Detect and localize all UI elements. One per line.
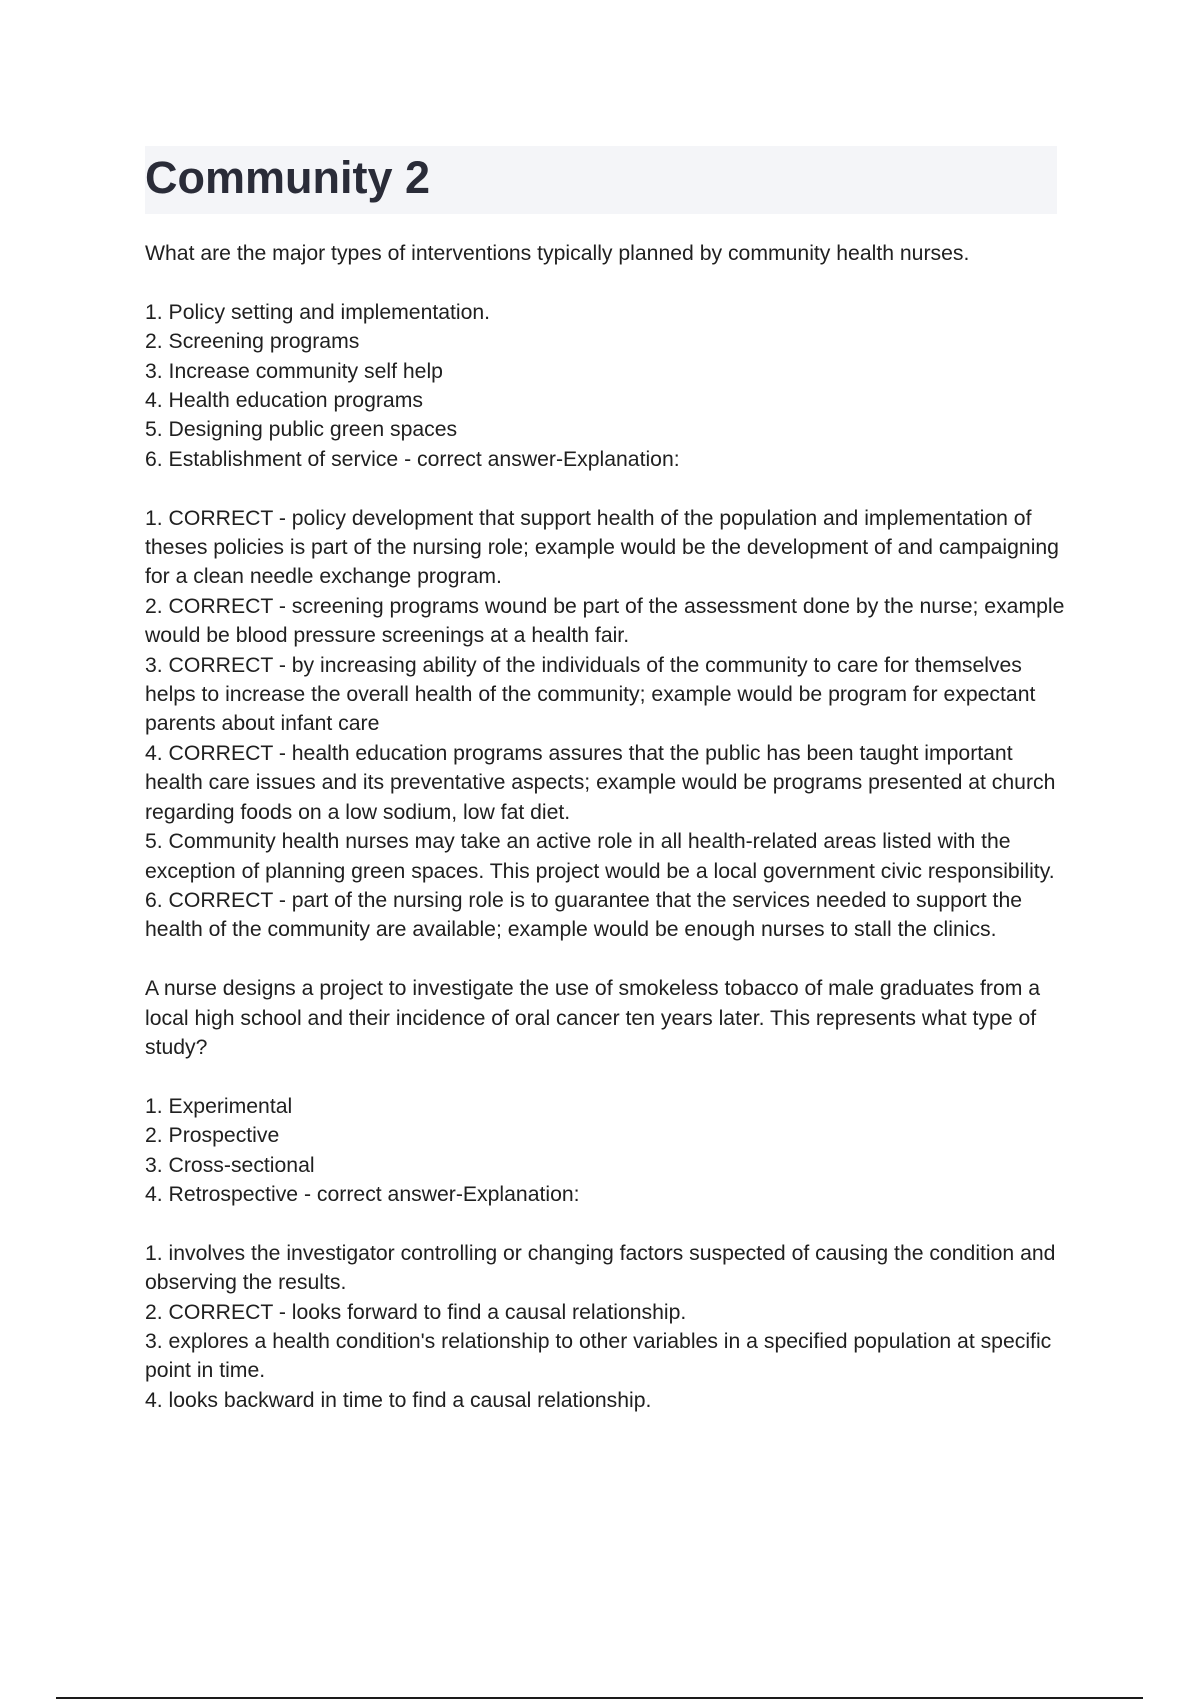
q2-option-3: 3. Cross-sectional	[145, 1153, 315, 1177]
question-2-text: A nurse designs a project to investigate the use of smokeless tobacco of male graduates from a local high school and their incidence of oral cancer ten years later. This represents what type of study?	[145, 977, 1041, 1059]
title-banner	[145, 146, 1057, 214]
q2-option-2: 2. Prospective	[145, 1124, 280, 1148]
q1-option-1: 1. Policy setting and implementation.	[145, 300, 491, 324]
q1-option-6: 6. Establishment of service - correct answer-Explanation:	[145, 447, 680, 471]
q1-option-2: 2. Screening programs	[145, 330, 360, 354]
q1-explanation-1: 1. CORRECT - policy development that support health of the population and implementation of theses policies is part of the nursing role; example would be the development of and campaigning for a clean needle exchange program.	[145, 506, 1059, 589]
q1-option-4: 4. Health education programs	[145, 389, 423, 413]
q1-option-3: 3. Increase community self help	[145, 359, 443, 383]
footer-divider	[56, 1697, 1143, 1699]
q2-explanation-1: 1. involves the investigator controlling or changing factors suspected of causing the condition and observing the results.	[145, 1241, 1056, 1295]
page-title: Community 2	[145, 152, 431, 203]
q1-explanation-4: 4. CORRECT - health education programs assures that the public has been taught important health care issues and its preventative aspects; example would be programs presented at church regarding foods on a low sodium, low fat diet.	[145, 741, 1056, 824]
q1-explanation-6: 6. CORRECT - part of the nursing role is to guarantee that the services needed to support the health of the community are available; example would be enough nurses to stall the clinics.	[145, 888, 1023, 942]
q2-explanation-4: 4. looks backward in time to find a causal relationship.	[145, 1388, 652, 1412]
q2-option-1: 1. Experimental	[145, 1094, 293, 1118]
q1-explanation-2: 2. CORRECT - screening programs wound be part of the assessment done by the nurse; example would be blood pressure screenings at a health fair.	[145, 594, 1065, 648]
q1-explanation-5: 5. Community health nurses may take an active role in all health-related areas listed with the exception of planning green spaces. This project would be a local government civic responsibility.	[145, 830, 1055, 883]
q1-option-5: 5. Designing public green spaces	[145, 418, 458, 442]
q2-option-4: 4. Retrospective - correct answer-Explanation:	[145, 1182, 580, 1206]
q2-explanation-3: 3. explores a health condition's relationship to other variables in a specified population at specific point in time.	[145, 1329, 1052, 1383]
q2-explanation-2: 2. CORRECT - looks forward to find a causal relationship.	[145, 1300, 687, 1324]
document-body	[145, 239, 1065, 1415]
question-1-text: What are the major types of interventions typically planned by community health nurses.	[145, 242, 970, 265]
q1-explanation-3: 3. CORRECT - by increasing ability of the individuals of the community to care for themselves helps to increase the overall health of the community; example would be program for expectant parents about infant care	[145, 653, 1036, 736]
